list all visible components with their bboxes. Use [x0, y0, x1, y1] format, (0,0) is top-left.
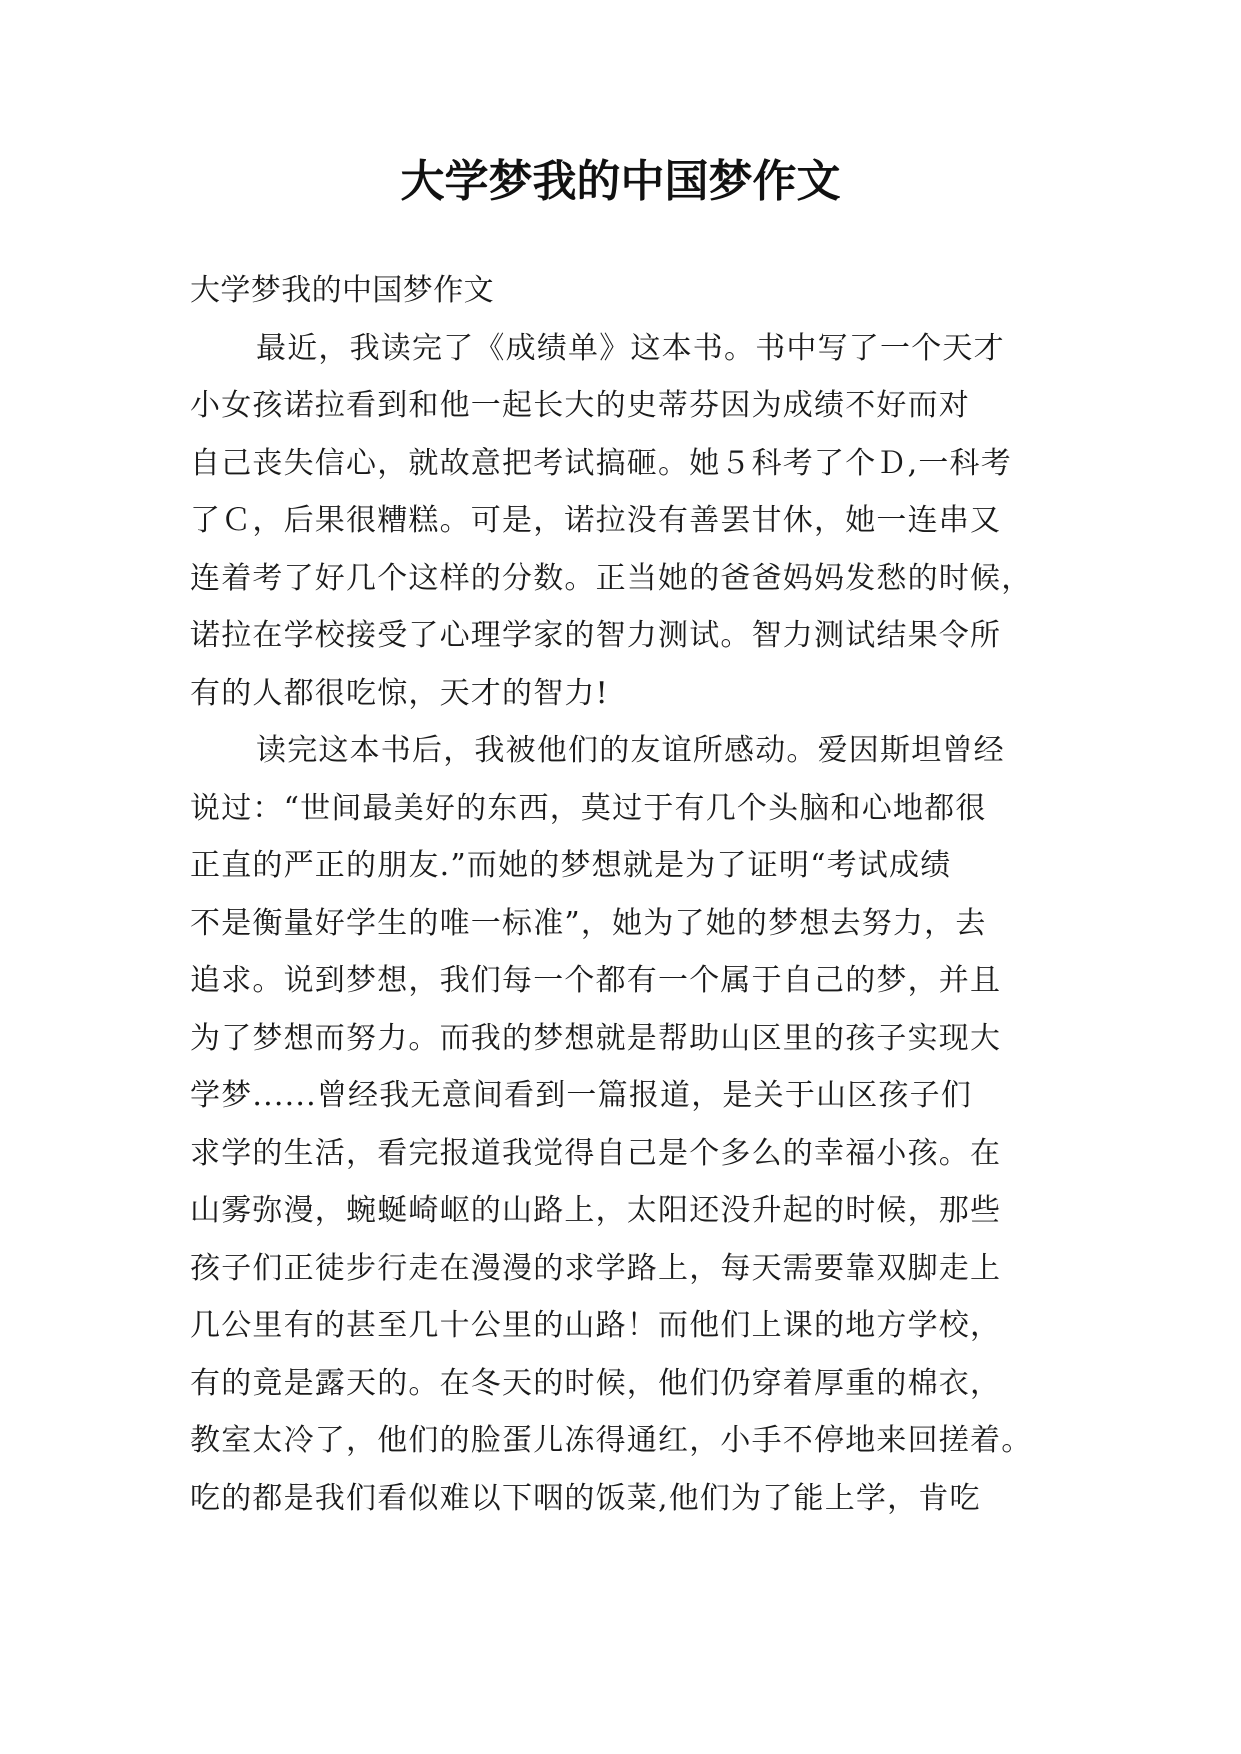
body-line: 连着考了好几个这样的分数。正当她的爸爸妈妈发愁的时候，: [190, 560, 1033, 596]
body-line: 说过：“世间最美好的东西，莫过于有几个头脑和心地都很: [190, 790, 987, 826]
body-line: 有的竟是露天的。在冬天的时候，他们仍穿着厚重的棉衣，: [190, 1365, 1002, 1401]
body-line: 最近，我读完了《成绩单》这本书。书中写了一个天才: [256, 330, 1005, 366]
body-line: 读完这本书后，我被他们的友谊所感动。爱因斯坦曾经: [256, 733, 1005, 768]
body-line: 教室太冷了，他们的脸蛋儿冻得通红，小手不停地来回搓着。: [190, 1423, 1033, 1458]
body-subtitle: 大学梦我的中国梦作文: [190, 273, 494, 308]
body-line: 了Ｃ，后果很糟糕。可是，诺拉没有善罢甘休，她一连串又: [190, 503, 1002, 538]
body-line: 学梦......曾经我无意间看到一篇报道，是关于山区孩子们: [190, 1078, 973, 1113]
body-line: 吃的都是我们看似难以下咽的饭菜,他们为了能上学，肯吃: [190, 1480, 981, 1516]
body-line: 自己丧失信心，就故意把考试搞砸。她５科考了个Ｄ,一科考: [190, 445, 1012, 481]
body-line: 正直的严正的朋友.”而她的梦想就是为了证明“考试成绩: [190, 848, 952, 883]
body-line: 小女孩诺拉看到和他一起长大的史蒂芬因为成绩不好而对: [190, 388, 970, 423]
body-line: 几公里有的甚至几十公里的山路！而他们上课的地方学校，: [190, 1308, 1002, 1343]
document-title: 大学梦我的中国梦作文: [400, 156, 841, 207]
body-line: 为了梦想而努力。而我的梦想就是帮助山区里的孩子实现大: [190, 1020, 1002, 1056]
body-line: 诺拉在学校接受了心理学家的智力测试。智力测试结果令所: [190, 618, 1002, 653]
body-line: 山雾弥漫，蜿蜒崎岖的山路上，太阳还没升起的时候，那些: [190, 1193, 1002, 1228]
body-line: 求学的生活，看完报道我觉得自己是个多么的幸福小孩。在: [190, 1135, 1002, 1171]
body-line: 不是衡量好学生的唯一标准”，她为了她的梦想去努力，去: [190, 905, 987, 941]
document-body: [190, 262, 1060, 1527]
body-line: 追求。说到梦想，我们每一个都有一个属于自己的梦，并且: [190, 963, 1002, 998]
body-line: 有的人都很吃惊，天才的智力!: [190, 675, 609, 711]
body-line: 孩子们正徒步行走在漫漫的求学路上，每天需要靠双脚走上: [190, 1250, 1002, 1286]
